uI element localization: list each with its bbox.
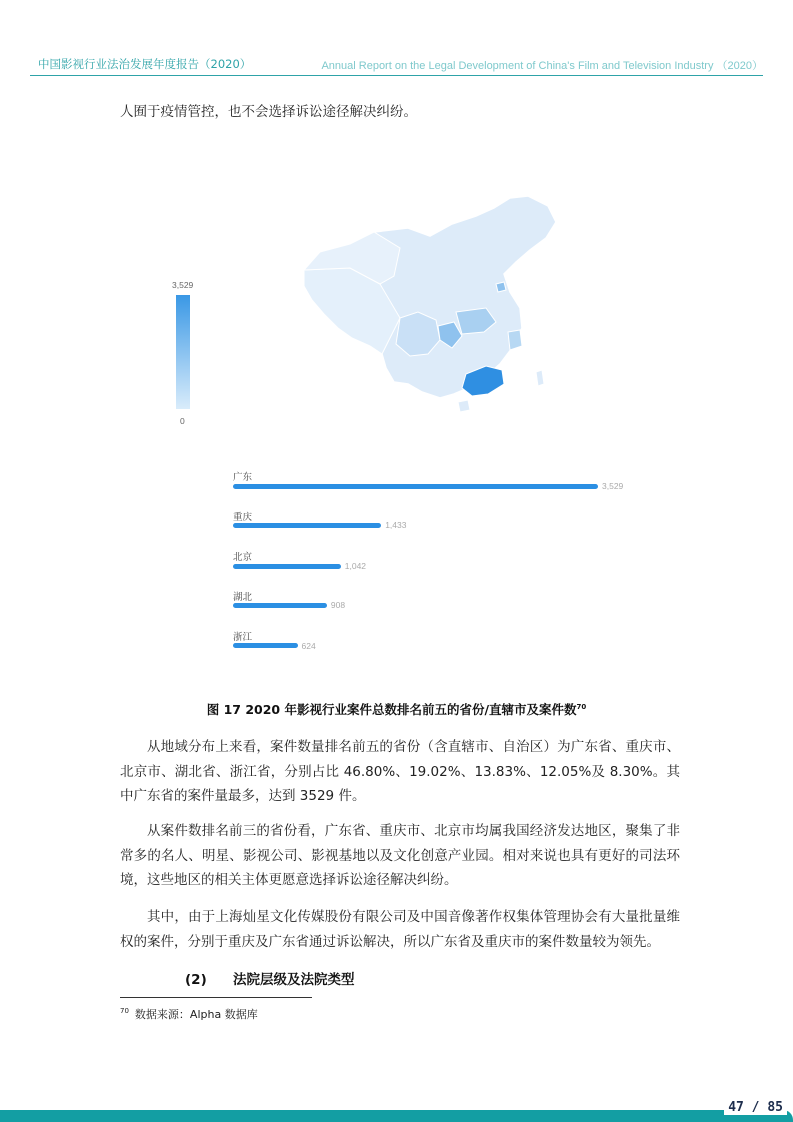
footnote-text: 数据来源：Alpha 数据库 [134, 1008, 258, 1021]
paragraph-2: 从案件数排名前三的省份看，广东省、重庆市、北京市均属我国经济发达地区，聚集了非常多的名人、明星、影视公司、影视基地以及文化创意产业园。相对来说也具有更好的司法环境，这些地区的相关主体更愿意选择诉讼途径解决纠纷。 [120, 823, 680, 888]
bar-value-chongqing: 1,433 [385, 520, 407, 530]
bar-value-zhejiang: 624 [301, 641, 316, 651]
header-divider [30, 75, 763, 76]
figure-caption [0, 700, 793, 718]
header-title-en: Annual Report on the Legal Development of China's Film and Television Industry （2020） [321, 60, 763, 72]
map-legend-gradient [176, 295, 190, 409]
bar-label-chongqing: 重庆 [233, 512, 253, 523]
page-number: 47 / 85 [724, 1100, 787, 1115]
bar-hubei [233, 603, 327, 608]
map-region-hainan [458, 400, 470, 412]
bar-beijing [233, 564, 341, 569]
figure-caption-text: 图 17 2020 年影视行业案件总数排名前五的省份/直辖市及案件数 [206, 702, 577, 717]
paragraph-1: 从地域分布上来看，案件数量排名前五的省份（含直辖市、自治区）为广东省、重庆市、北京市、湖北省、浙江省，分别占比 46.80%、19.02%、13.83%、12.05%及 8.30%。其中广东省的案件量最多，达到 3529 件。 [120, 739, 680, 804]
map-legend-min-label: 0 [180, 416, 185, 426]
bar-value-beijing: 1,042 [344, 561, 367, 571]
subheading-number: (2) [185, 972, 207, 988]
bar-guangdong [233, 484, 598, 489]
bar-chongqing [233, 523, 381, 528]
footer-bar [0, 1110, 793, 1122]
footnote-marker: 70 [120, 1007, 129, 1016]
footnote-divider [120, 997, 312, 998]
bar-value-hubei: 908 [330, 600, 346, 610]
bar-label-guangdong: 广东 [233, 472, 253, 483]
figure-footnote-ref: 70 [576, 702, 587, 711]
map-region-taiwan [536, 370, 544, 386]
section-subheading [185, 968, 355, 988]
intro-line: 人囿于疫情管控，也不会选择诉讼途径解决纠纷。 [120, 104, 417, 120]
bar-label-hubei: 湖北 [233, 592, 253, 603]
bar-label-beijing: 北京 [233, 552, 253, 563]
china-map [290, 188, 570, 420]
map-region-zhejiang [508, 330, 522, 350]
paragraph-3: 其中，由于上海灿星文化传媒股份有限公司及中国音像著作权集体管理协会有大量批量维权的案件，分别于重庆及广东省通过诉讼解决，所以广东省及重庆市的案件数量较为领先。 [120, 909, 680, 950]
bar-value-guangdong: 3,529 [602, 481, 624, 491]
map-region-beijing [496, 282, 506, 292]
bar-label-zhejiang: 浙江 [233, 632, 253, 643]
bar-zhejiang [233, 643, 298, 648]
subheading-title: 法院层级及法院类型 [233, 972, 355, 988]
map-legend-max-label: 3,529 [172, 280, 194, 290]
footnote [120, 1006, 258, 1022]
header-title-cn: 中国影视行业法治发展年度报告（2020） [38, 57, 252, 71]
